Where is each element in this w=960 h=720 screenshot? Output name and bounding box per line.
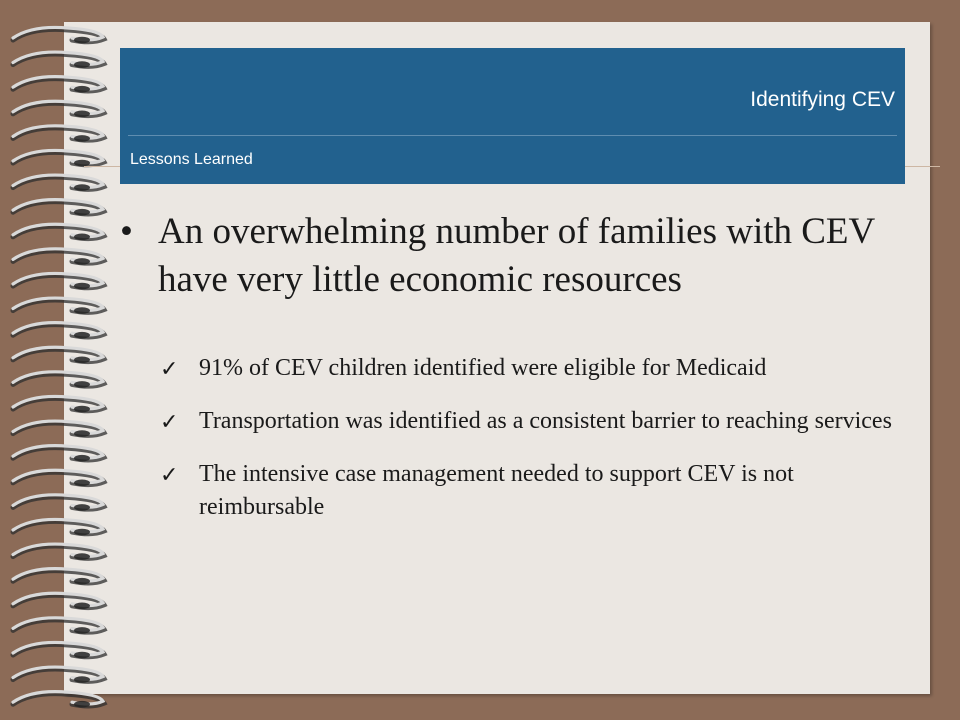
list-item <box>160 458 900 524</box>
main-bullet <box>120 208 910 304</box>
sub-point-text: The intensive case management needed to support CEV is not reimbursable <box>199 461 794 520</box>
sub-point-list <box>160 352 900 544</box>
slide-title: Identifying CEV <box>750 88 895 111</box>
slide-subtitle: Lessons Learned <box>130 151 253 168</box>
bullet-icon: • <box>120 211 133 252</box>
banner-divider <box>128 135 897 136</box>
sub-point-text: 91% of CEV children identified were eligible for Medicaid <box>199 355 767 381</box>
checkmark-icon: ✓ <box>160 357 179 382</box>
list-item <box>160 352 900 385</box>
list-item <box>160 405 900 438</box>
sub-point-text: Transportation was identified as a consistent barrier to reaching services <box>199 408 892 434</box>
spiral-binding-icon <box>0 0 125 720</box>
checkmark-icon: ✓ <box>160 410 179 435</box>
title-banner <box>120 48 905 184</box>
main-bullet-text: An overwhelming number of families with CEV have very little economic resources <box>158 211 875 300</box>
checkmark-icon: ✓ <box>160 463 179 488</box>
